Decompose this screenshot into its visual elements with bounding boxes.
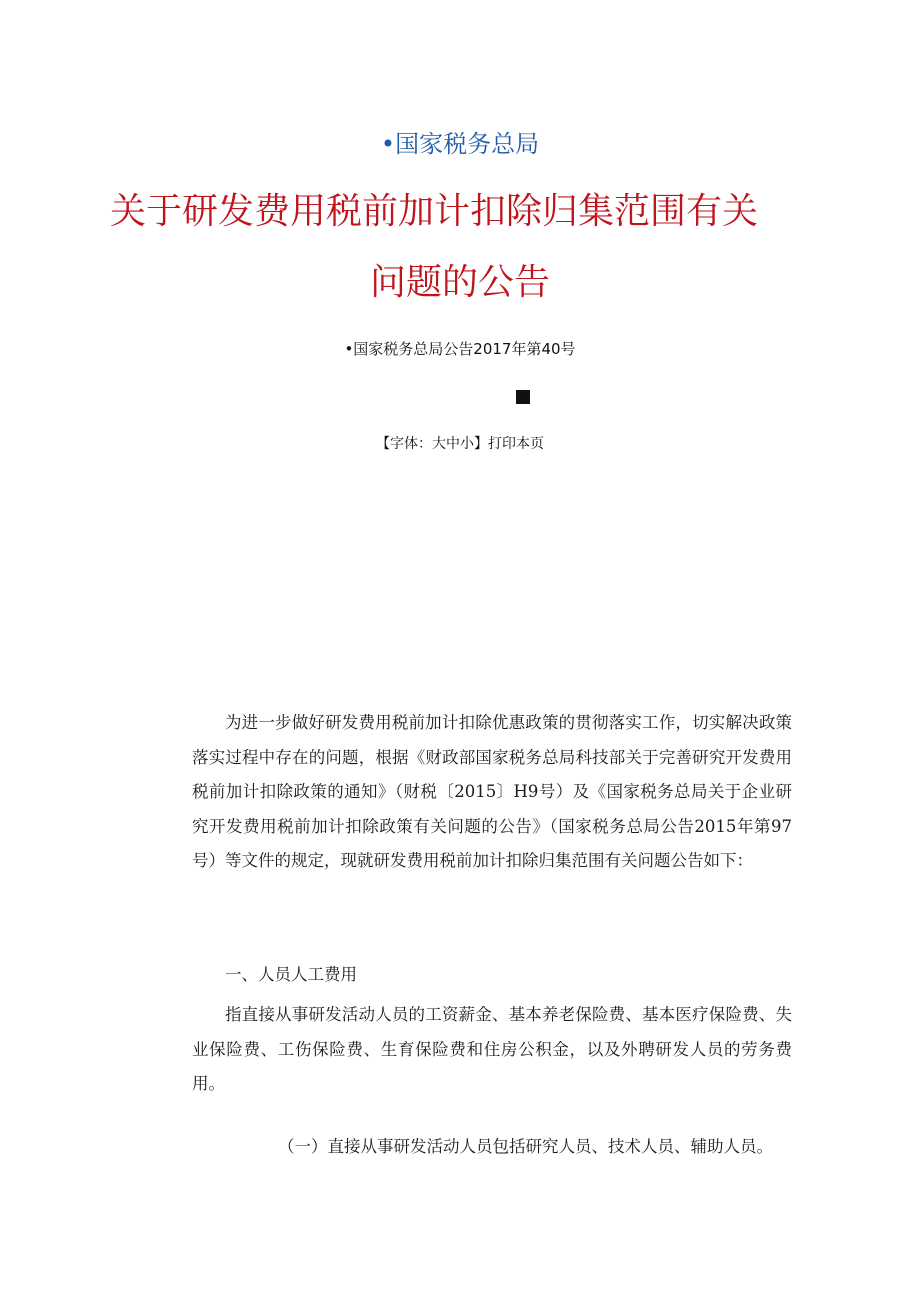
section-1-item-1	[278, 1130, 798, 1165]
square-marker-icon	[516, 390, 530, 404]
intro-text: 为进一步做好研发费用税前加计扣除优惠政策的贯彻落实工作，切实解决政策落实过程中存在的问题，根据《财政部国家税务总局科技部关于完善研究开发费用税前加计扣除政策的通知》（财税〔2015〕H9号）及《国家税务总局关于企业研究开发费用税前加计扣除政策有关问题的公告》（国家税务总局公告2015年第97号）等文件的规定，现就研发费用税前加计扣除归集范围有关问题公告如下：	[192, 713, 792, 870]
agency-heading: •国家税务总局	[380, 130, 540, 158]
section-1-heading-text: 一、人员人工费用	[225, 965, 357, 984]
intro-paragraph	[192, 706, 792, 879]
font-size-print-controls[interactable]: 【字体：大中小】打印本页	[376, 436, 544, 452]
document-number: •国家税务总局公告2017年第40号	[344, 340, 576, 358]
page-title-line-2: 问题的公告	[369, 262, 550, 303]
section-1-definition	[192, 998, 792, 1102]
section-1-heading	[192, 958, 792, 993]
section-1-definition-text: 指直接从事研发活动人员的工资薪金、基本养老保险费、基本医疗保险费、失业保险费、工伤保险费、生育保险费和住房公积金，以及外聘研发人员的劳务费用。	[192, 1005, 792, 1093]
section-1-item-1-text: （一）直接从事研发活动人员包括研究人员、技术人员、辅助人员。	[278, 1137, 773, 1156]
page-title-line-1: 关于研发费用税前加计扣除归集范围有关	[109, 191, 758, 232]
